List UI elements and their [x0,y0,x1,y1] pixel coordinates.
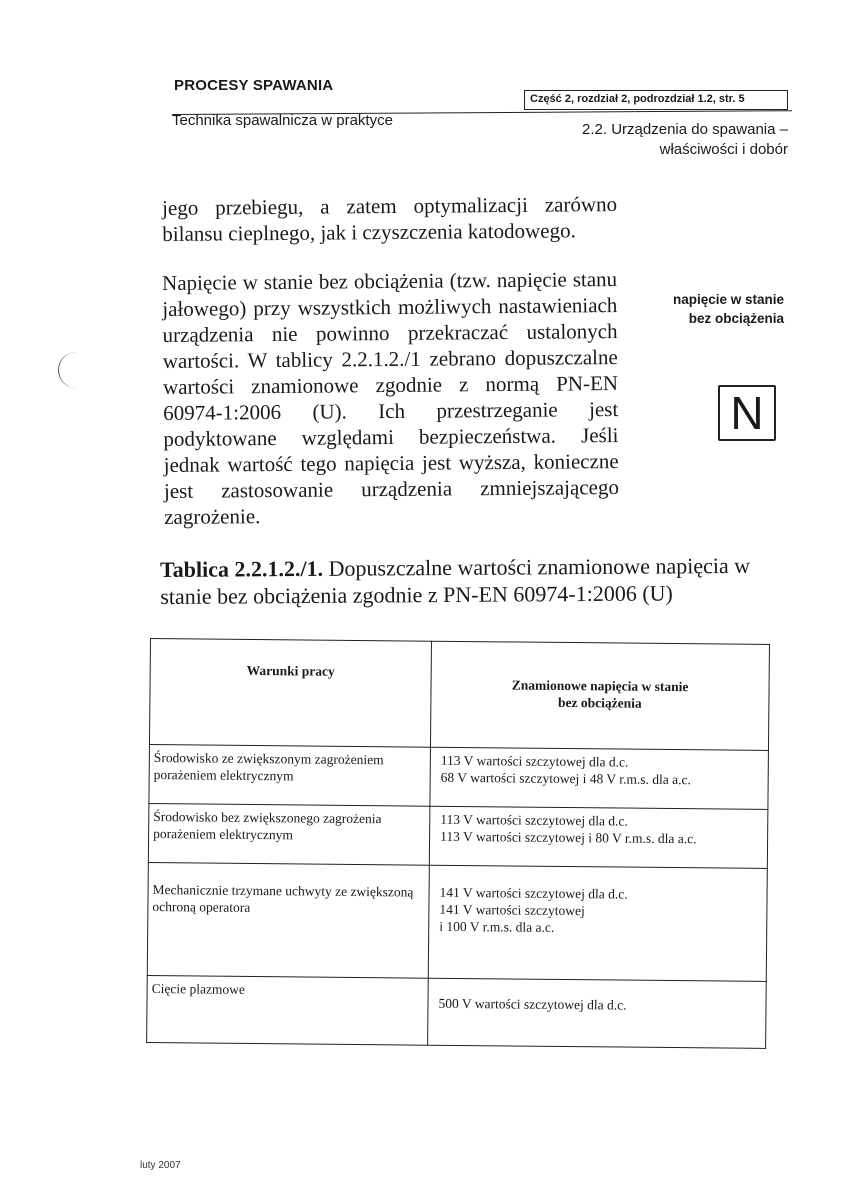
standard-n-badge: N [718,385,776,441]
table-header-voltages-line1: Znamionowe napięcia w stanie [511,677,689,695]
table-cell-condition: Środowisko ze zwiększonym zagrożeniem porażeniem elektrycznym [149,744,431,806]
voltage-table [146,638,770,1049]
chapter-reference-box: Część 2, rozdział 2, podrozdział 1.2, str. 5 [524,90,788,110]
table-header-voltages-line2: bez obciążenia [558,694,642,711]
table-caption-text: Dopuszczalne wartości znamionowe napięcia w stanie bez obciążenia zgodnie z PN-EN 60974-1:2006 (U) [160,552,751,609]
table-header-voltages [430,641,769,750]
table-caption [160,552,785,610]
section-heading-line2: właściwości i dobór [659,141,788,158]
table-cell-voltage [428,865,767,981]
section-heading [582,120,788,160]
table-cell-voltage [429,806,768,868]
voltage-line: 113 V wartości szczytowej i 80 V r.m.s. dla a.c. [440,828,697,847]
table-cell-condition: Cięcie plazmowe [147,975,429,1045]
voltage-line: 113 V wartości szczytowej dla d.c. [440,811,628,829]
publication-title: PROCESY SPAWANIA [174,77,334,94]
table-cell-voltage [428,978,767,1048]
voltage-line: 141 V wartości szczytowej dla d.c. [439,884,628,902]
margin-note [673,290,784,328]
table-cell-condition: Mechanicznie trzymane uchwyty ze zwiększoną ochroną operatora [147,862,429,978]
margin-note-line1: napięcie w stanie [672,292,784,307]
table-caption-label: Tablica 2.2.1.2./1. [160,555,324,582]
voltage-line: 500 V wartości szczytowej dla d.c. [438,995,627,1013]
table-cell-condition: Środowisko bez zwiększonego zagrożenia porażeniem elektrycznym [148,803,430,865]
table-row [147,975,767,1048]
footer-date: luty 2007 [140,1160,181,1171]
margin-note-line2: bez obciążenia [688,311,784,326]
table-cell-voltage [430,747,769,809]
margin-bracket-mark [58,352,77,388]
table-row [148,803,768,868]
voltage-line: 68 V wartości szczytowej i 48 V r.m.s. dla a.c. [440,769,691,788]
voltage-line: 113 V wartości szczytowej dla d.c. [440,752,629,770]
paragraph-1: jego przebiegu, a zatem optymalizacji zarówno bilansu cieplnego, jak i czyszczenia katodowego. [162,192,618,246]
section-heading-line1: 2.2. Urządzenia do spawania – [582,121,788,138]
table-row [147,862,767,981]
publication-subtitle: Technika spawalnicza w praktyce [172,112,393,129]
voltage-line: i 100 V r.m.s. dla a.c. [439,918,555,935]
table-row [149,744,769,809]
voltage-line: 141 V wartości szczytowej [439,901,585,919]
table-header-row [149,639,769,751]
table-header-conditions: Warunki pracy [149,639,431,748]
paragraph-2: Napięcie w stanie bez obciążenia (tzw. napięcie stanu jałowego) przy wszystkich możliwych nastawieniach urządzenia nie powinno przekraczać ustalonych wartości. W tablicy 2.2.1.2./1 zebrano dopuszczalne wartości znamionowe zgodnie z normą PN-EN 60974-1:2006 (U). Ich przestrzeganie jest podyktowane względami bezpieczeństwa. Jeśli jednak wartość tego napięcia jest wyższa, konieczne jest zastosowanie urządzenia zmniejszającego zagrożenie. [162,267,620,529]
